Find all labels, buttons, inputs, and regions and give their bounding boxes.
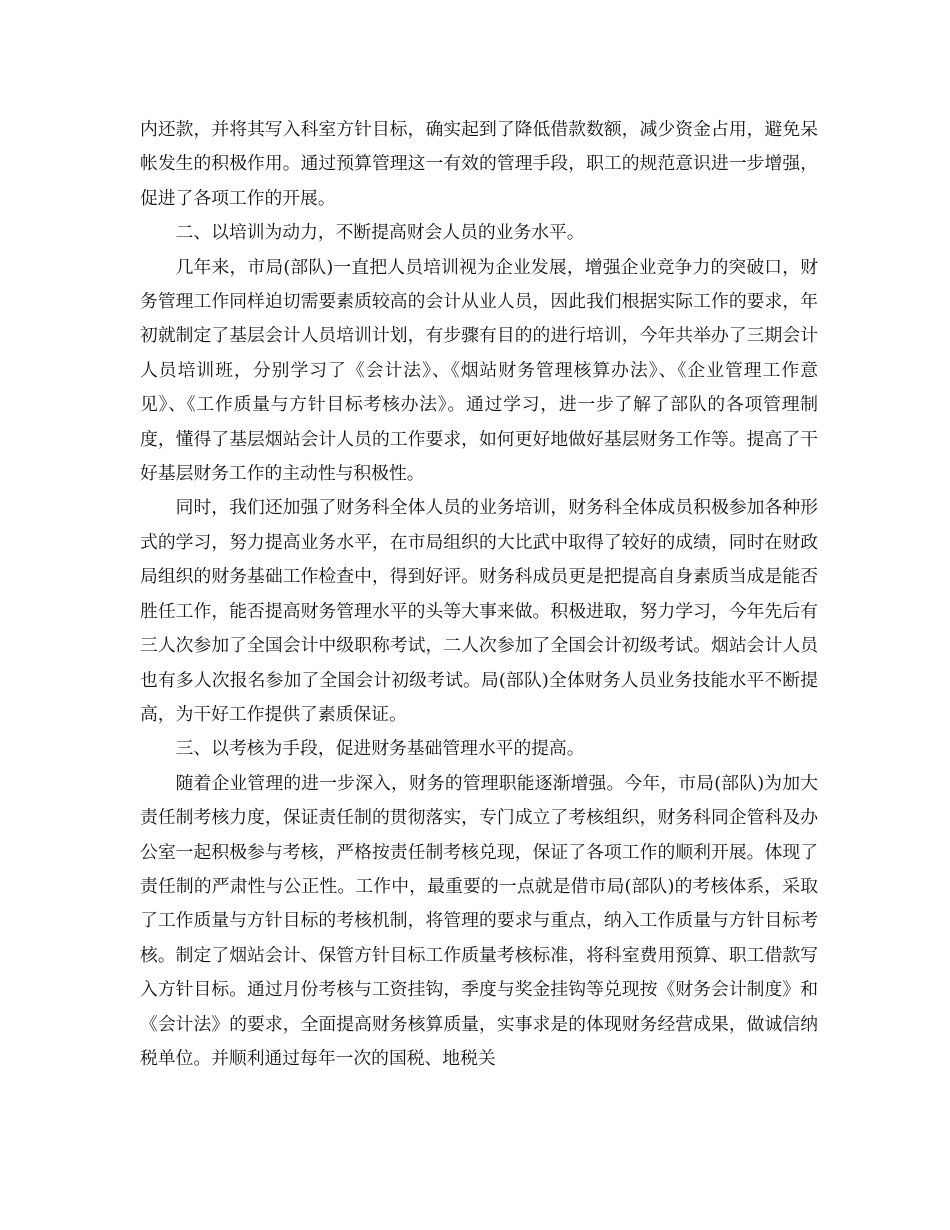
section-heading-3: 三、以考核为手段，促进财务基础管理水平的提高。 [175,738,585,760]
paragraph-1: 内还款，并将其写入科室方针目标，确实起到了降低借款数额，减少资金占用，避免呆帐发生的积极作用。通过预算管理这一有效的管理手段，职工的规范意识进一步增强，促进了各项工作的开展。 [140,119,818,209]
paragraph-6: 随着企业管理的进一步深入，财务的管理职能逐渐增强。今年，市局(部队)为加大责任制考核力度，保证责任制的贯彻落实，专门成立了考核组织，财务科同企管科及办公室一起积极参与考核，严格按责任制考核兑现，保证了各项工作的顺利开展。体现了责任制的严肃性与公正性。工作中，最重要的一点就是借市局(部队)的考核体系，采取了工作质量与方针目标的考核机制，将管理的要求与重点，纳入工作质量与方针目标考核。制定了烟站会计、保管方针目标工作质量考核标准，将科室费用预算、职工借款写入方针目标。通过月份考核与工资挂钩，季度与奖金挂钩等兑现按《财务会计制度》和《会计法》的要求，全面提高财务核算质量，实事求是的体现财务经营成果，做诚信纳税单位。并顺利通过每年一次的国税、地税关 [140,772,818,1069]
document-body [140,113,818,1076]
section-heading-2: 二、以培训为动力，不断提高财会人员的业务水平。 [175,222,585,244]
paragraph-4: 同时，我们还加强了财务科全体人员的业务培训，财务科全体成员积极参加各种形式的学习，努力提高业务水平，在市局组织的大比武中取得了较好的成绩，同时在财政局组织的财务基础工作检查中，得到好评。财务科成员更是把提高自身素质当成是能否胜任工作，能否提高财务管理水平的头等大事来做。积极进取，努力学习，今年先后有三人次参加了全国会计中级职称考试，二人次参加了全国会计初级考试。烟站会计人员也有多人次报名参加了全国会计初级考试。局(部队)全体财务人员业务技能水平不断提高，为干好工作提供了素质保证。 [140,497,818,725]
paragraph-3: 几年来，市局(部队)一直把人员培训视为企业发展，增强企业竞争力的突破口，财务管理工作同样迫切需要素质较高的会计从业人员，因此我们根据实际工作的要求，年初就制定了基层会计人员培训计划，有步骤有目的的进行培训，今年共举办了三期会计人员培训班，分别学习了《会计法》、《烟站财务管理核算办法》、《企业管理工作意见》、《工作质量与方针目标考核办法》。通过学习，进一步了解了部队的各项管理制度，懂得了基层烟站会计人员的工作要求，如何更好地做好基层财务工作等。提高了干好基层财务工作的主动性与积极性。 [140,256,818,485]
